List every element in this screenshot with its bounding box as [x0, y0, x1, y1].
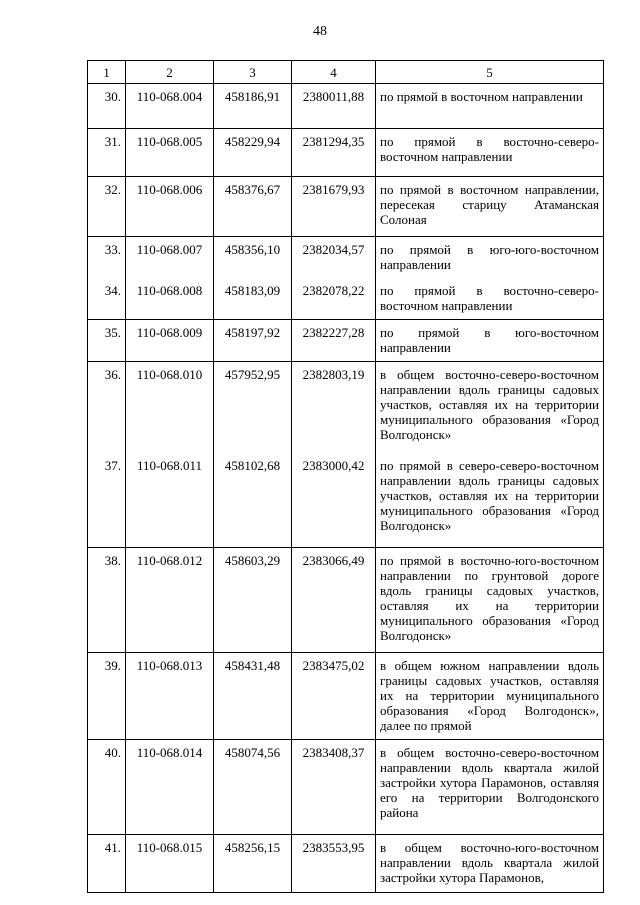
point-code: 110-068.011 [126, 453, 214, 548]
table-row [88, 129, 604, 177]
coordinate-y: 2382034,57 [292, 237, 376, 279]
column-header: 1 [88, 61, 126, 84]
table-row [88, 740, 604, 835]
table-row [88, 835, 604, 893]
boundary-description: в общем восточно-северо-восточном направлении вдоль квартала жилой застройки хутора Парамонов, оставляя его на территории Волгодонского района [376, 740, 604, 835]
table-row [88, 237, 604, 279]
coordinate-x: 457952,95 [214, 362, 292, 454]
row-number: 39. [88, 653, 126, 740]
point-code: 110-068.007 [126, 237, 214, 279]
table-row [88, 362, 604, 454]
column-header: 5 [376, 61, 604, 84]
column-header: 2 [126, 61, 214, 84]
coordinate-x: 458229,94 [214, 129, 292, 177]
coordinate-x: 458074,56 [214, 740, 292, 835]
row-number: 30. [88, 84, 126, 129]
point-code: 110-068.004 [126, 84, 214, 129]
coordinate-x: 458256,15 [214, 835, 292, 893]
boundary-description: по прямой в восточном направлении [376, 84, 604, 129]
point-code: 110-068.008 [126, 278, 214, 320]
row-number: 40. [88, 740, 126, 835]
coordinate-y: 2383408,37 [292, 740, 376, 835]
boundary-description: по прямой в восточно-северо-восточном направлении [376, 129, 604, 177]
coordinate-x: 458186,91 [214, 84, 292, 129]
table-row [88, 320, 604, 362]
coordinate-y: 2381294,35 [292, 129, 376, 177]
boundary-description: по прямой в восточно-юго-восточном направлении по грунтовой дороге вдоль границы садовых участков, оставляя их на территории муниципального образования «Город Волгодонск» [376, 548, 604, 653]
boundary-description: в общем восточно-северо-восточном направлении вдоль границы садовых участков, оставляя их на территории муниципального образования «Город Волгодонск» [376, 362, 604, 454]
row-number: 33. [88, 237, 126, 279]
column-header: 4 [292, 61, 376, 84]
coordinate-y: 2382078,22 [292, 278, 376, 320]
boundary-description: по прямой в восточном направлении, пересекая старицу Атаманская Солоная [376, 177, 604, 237]
table-row [88, 278, 604, 320]
coordinate-x: 458356,10 [214, 237, 292, 279]
table-row [88, 177, 604, 237]
boundary-description: по прямой в северо-северо-восточном направлении вдоль границы садовых участков, оставляя их на территории муниципального образования «Город Волгодонск» [376, 453, 604, 548]
point-code: 110-068.015 [126, 835, 214, 893]
coordinate-x: 458102,68 [214, 453, 292, 548]
boundary-description: по прямой в юго-юго-восточном направлении [376, 237, 604, 279]
coordinate-y: 2383066,49 [292, 548, 376, 653]
table-row [88, 653, 604, 740]
point-code: 110-068.009 [126, 320, 214, 362]
table-row [88, 84, 604, 129]
coordinate-x: 458431,48 [214, 653, 292, 740]
coordinate-y: 2383475,02 [292, 653, 376, 740]
boundary-description: по прямой в восточно-северо-восточном направлении [376, 278, 604, 320]
point-code: 110-068.010 [126, 362, 214, 454]
column-header: 3 [214, 61, 292, 84]
table-row [88, 548, 604, 653]
coordinate-x: 458183,09 [214, 278, 292, 320]
table-row [88, 453, 604, 548]
coordinate-y: 2381679,93 [292, 177, 376, 237]
coordinate-x: 458603,29 [214, 548, 292, 653]
coordinate-x: 458376,67 [214, 177, 292, 237]
row-number: 38. [88, 548, 126, 653]
boundary-description: по прямой в юго-восточном направлении [376, 320, 604, 362]
point-code: 110-068.012 [126, 548, 214, 653]
coordinate-y: 2383553,95 [292, 835, 376, 893]
point-code: 110-068.014 [126, 740, 214, 835]
row-number: 35. [88, 320, 126, 362]
row-number: 34. [88, 278, 126, 320]
point-code: 110-068.006 [126, 177, 214, 237]
coordinate-y: 2382227,28 [292, 320, 376, 362]
row-number: 37. [88, 453, 126, 548]
point-code: 110-068.005 [126, 129, 214, 177]
coordinate-y: 2383000,42 [292, 453, 376, 548]
table-header-row [88, 61, 604, 84]
page-number: 48 [313, 24, 327, 39]
row-number: 41. [88, 835, 126, 893]
boundary-description: в общем восточно-юго-восточном направлении вдоль квартала жилой застройки хутора Парамонов, [376, 835, 604, 893]
row-number: 36. [88, 362, 126, 454]
coordinate-y: 2382803,19 [292, 362, 376, 454]
coordinate-x: 458197,92 [214, 320, 292, 362]
boundary-description: в общем южном направлении вдоль границы садовых участков, оставляя их на территории муниципального образования «Город Волгодонск», далее по прямой [376, 653, 604, 740]
boundary-points-table [87, 60, 604, 893]
row-number: 31. [88, 129, 126, 177]
coordinate-y: 2380011,88 [292, 84, 376, 129]
row-number: 32. [88, 177, 126, 237]
point-code: 110-068.013 [126, 653, 214, 740]
